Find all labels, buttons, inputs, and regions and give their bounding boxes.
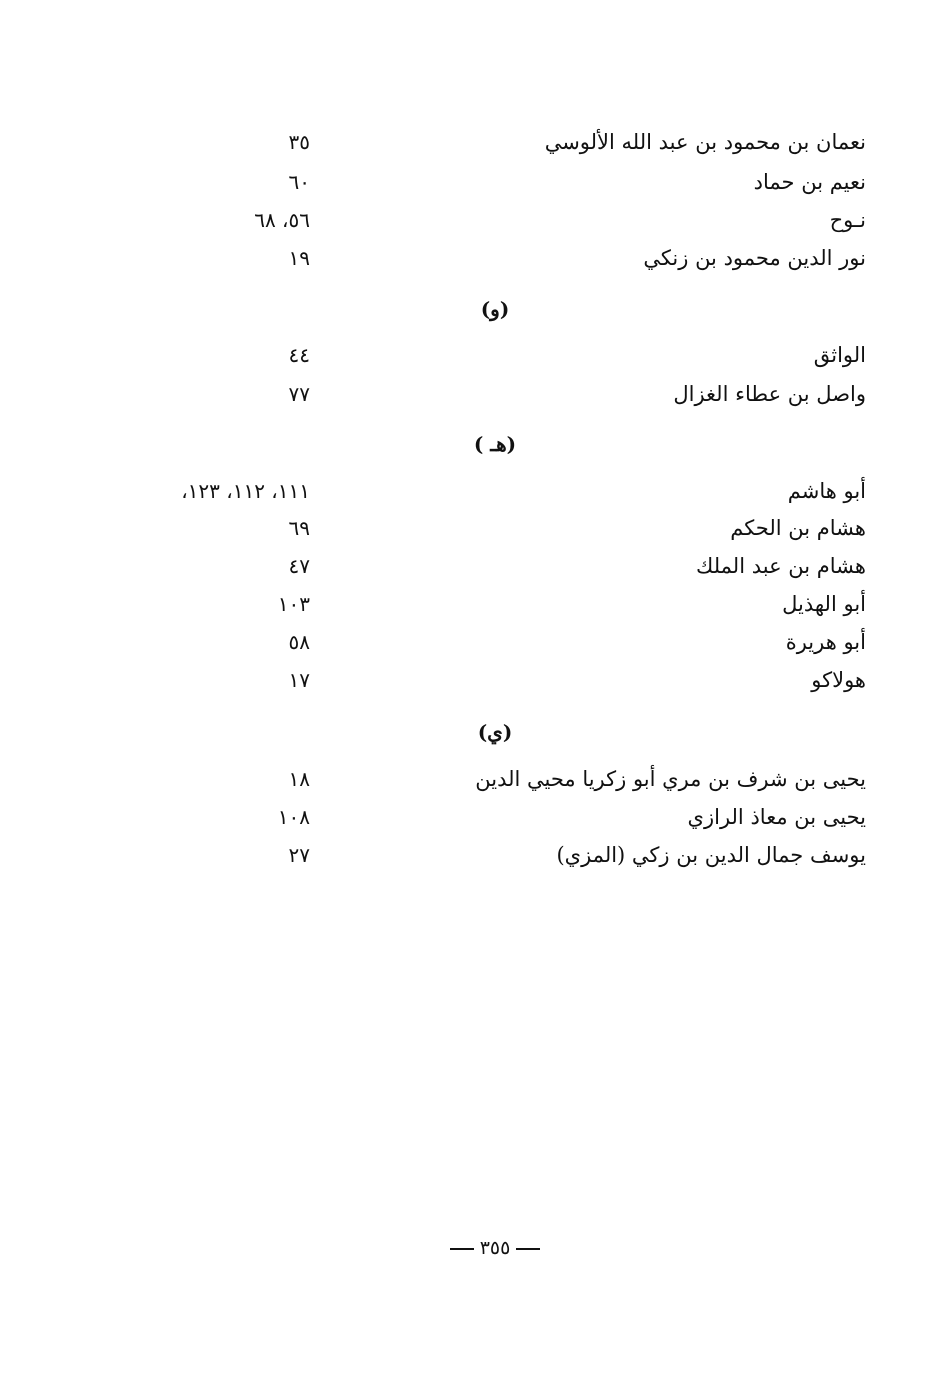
entry-pages: ٢٧: [288, 843, 310, 867]
entry-name: نور الدين محمود بن زنكي: [643, 246, 866, 270]
entry-pages: ٤٧: [288, 554, 310, 578]
page-number-footer: [400, 1232, 590, 1264]
index-entry: [100, 510, 870, 546]
entry-name: هشام بن الحكم: [730, 516, 866, 540]
entry-name: نـوح: [829, 208, 866, 232]
entry-name: نعيم بن حماد: [753, 170, 866, 194]
entry-name: هشام بن عبد الملك: [696, 554, 866, 578]
entry-pages: ١٧: [288, 668, 310, 692]
entry-name: الواثق: [813, 343, 866, 367]
index-entry: [100, 124, 870, 160]
entry-name: أبو الهذيل: [782, 592, 866, 616]
index-entry: [100, 799, 870, 835]
index-entry: [100, 337, 870, 373]
entry-pages: ٥٨: [288, 630, 310, 654]
entry-name: يحيى بن معاذ الرازي: [687, 805, 866, 829]
entry-pages: ١١١، ١١٢، ١٢٣،: [181, 479, 310, 503]
entry-name: أبو هاشم: [787, 479, 866, 503]
index-entry: [100, 473, 870, 509]
entry-name: واصل بن عطاء الغزال: [673, 382, 866, 406]
footer-dash-left: [450, 1248, 474, 1250]
entry-pages: ١٠٨: [277, 805, 310, 829]
entry-pages: ١٩: [288, 246, 310, 270]
index-entry: [100, 240, 870, 276]
page-number: ٣٥٥: [479, 1237, 511, 1259]
entry-name: يحيى بن شرف بن مري أبو زكريا محيي الدين: [475, 767, 866, 791]
footer-dash-right: [516, 1248, 540, 1250]
entry-pages: ٧٧: [288, 382, 310, 406]
index-entry: [100, 164, 870, 200]
index-entry: [100, 586, 870, 622]
entry-pages: ٤٤: [288, 343, 310, 367]
index-entry: [100, 624, 870, 660]
entry-pages: ١٨: [288, 767, 310, 791]
section-letter-heading: (هـ ): [473, 432, 517, 456]
index-entry: [100, 761, 870, 797]
entry-pages: ٦٩: [288, 516, 310, 540]
entry-name: نعمان بن محمود بن عبد الله الألوسي: [544, 130, 866, 154]
section-letter-heading: (ي): [477, 720, 513, 744]
entry-pages: ٥٦، ٦٨: [254, 208, 310, 232]
index-entry: [100, 376, 870, 412]
index-entry: [100, 662, 870, 698]
index-entry: [100, 548, 870, 584]
entry-pages: ١٠٣: [277, 592, 310, 616]
index-entry: [100, 837, 870, 873]
section-letter-heading: (و): [480, 297, 510, 321]
entry-pages: ٣٥: [288, 130, 310, 154]
index-entry: [100, 202, 870, 238]
entry-pages: ٦٠: [288, 170, 310, 194]
entry-name: أبو هريرة: [785, 630, 866, 654]
entry-name: هولاكو: [811, 668, 866, 692]
entry-name: يوسف جمال الدين بن زكي (المزي): [556, 843, 866, 867]
